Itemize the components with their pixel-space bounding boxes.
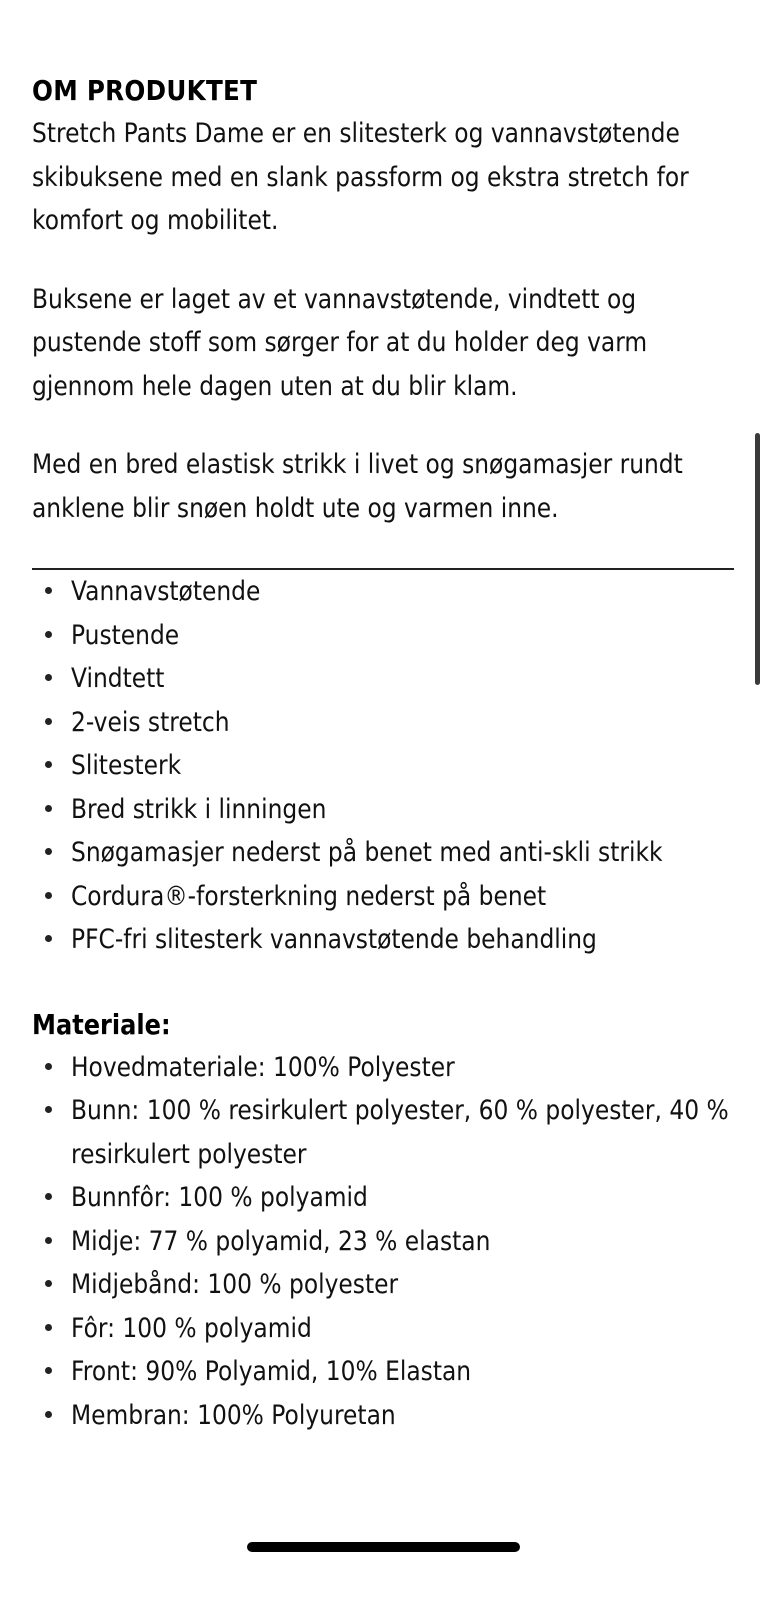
bullet-icon <box>45 1063 52 1070</box>
material-item: Membran: 100% Polyuretan <box>32 1394 744 1438</box>
about-paragraph-1: Stretch Pants Dame er en slitesterk og vannavstøtende skibuksene med en slank passform og ekstra stretch for komfort og mobilitet. <box>32 118 689 236</box>
home-indicator[interactable] <box>247 1542 520 1552</box>
feature-item: PFC-fri slitesterk vannavstøtende behandling <box>32 918 744 962</box>
about-paragraph-3: Med en bred elastisk strikk i livet og snøgamasjer rundt anklene blir snøen holdt ute og varmen inne. <box>32 449 683 524</box>
about-heading: OM PRODUKTET <box>32 74 258 107</box>
feature-item: Bred strikk i linningen <box>32 788 744 832</box>
feature-list <box>32 570 744 962</box>
material-item: Bunn: 100 % resirkulert polyester, 60 % polyester, 40 % resirkulert polyester <box>32 1089 744 1176</box>
feature-item: Vindtett <box>32 657 744 701</box>
bullet-icon <box>45 1237 52 1244</box>
bullet-icon <box>45 805 52 812</box>
bullet-icon <box>45 718 52 725</box>
vertical-scrollbar[interactable] <box>755 433 760 685</box>
bullet-icon <box>45 1280 52 1287</box>
feature-item: Pustende <box>32 614 744 658</box>
bullet-icon <box>45 674 52 681</box>
bullet-icon <box>45 1367 52 1374</box>
bullet-icon <box>45 761 52 768</box>
feature-item: Snøgamasjer nederst på benet med anti-skli strikk <box>32 831 744 875</box>
material-item: Fôr: 100 % polyamid <box>32 1307 744 1351</box>
bullet-icon <box>45 935 52 942</box>
material-item: Midje: 77 % polyamid, 23 % elastan <box>32 1220 744 1264</box>
materials-list <box>32 1046 744 1438</box>
feature-item: Cordura®-forsterkning nederst på benet <box>32 875 744 919</box>
bullet-icon <box>45 1324 52 1331</box>
about-paragraph-2: Buksene er laget av et vannavstøtende, vindtett og pustende stoff som sørger for at du holder deg varm gjennom hele dagen uten at du blir klam. <box>32 283 648 402</box>
materials-heading: Materiale: <box>32 1007 171 1041</box>
bullet-icon <box>45 631 52 638</box>
material-item: Front: 90% Polyamid, 10% Elastan <box>32 1350 744 1394</box>
material-item: Bunnfôr: 100 % polyamid <box>32 1176 744 1220</box>
bullet-icon <box>45 1411 52 1418</box>
feature-item: Vannavstøtende <box>32 570 744 614</box>
bullet-icon <box>45 1106 52 1113</box>
material-item: Midjebånd: 100 % polyester <box>32 1263 744 1307</box>
material-item: Hovedmateriale: 100% Polyester <box>32 1046 744 1090</box>
bullet-icon <box>45 848 52 855</box>
product-description <box>32 70 744 1437</box>
bullet-icon <box>45 587 52 594</box>
feature-item: 2-veis stretch <box>32 701 744 745</box>
feature-item: Slitesterk <box>32 744 744 788</box>
bullet-icon <box>45 892 52 899</box>
bullet-icon <box>45 1193 52 1200</box>
